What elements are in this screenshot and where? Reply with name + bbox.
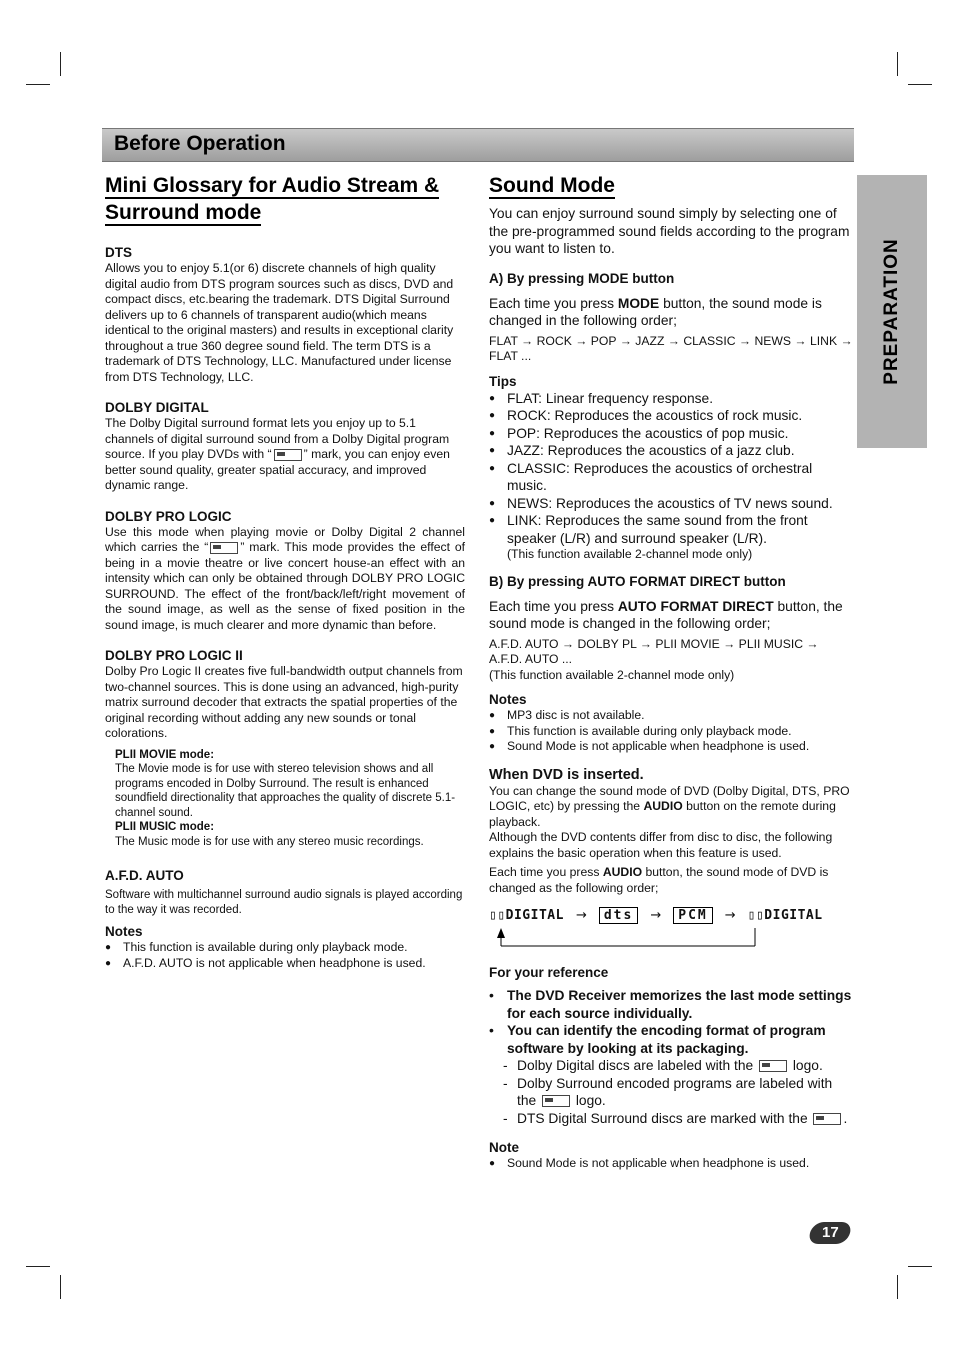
mode-button-heading: A) By pressing MODE button: [489, 270, 675, 286]
chapter-tab: [857, 175, 927, 448]
plii-movie-text: The Movie mode is for use with stereo television shows and all programs encoded in Dolby Surround. The result is enhanced soundfield directionality that approaches the quality of discrete 5.1-channel sound.: [115, 763, 456, 819]
bullet-icon: •: [489, 1022, 494, 1038]
list-item: - Dolby Surround encoded programs are labeled with the logo.: [503, 1075, 833, 1108]
dvd-inserted-text-2: Although the DVD contents differ from disc to disc, the following explains the basic operation when this feature is used.: [489, 830, 833, 860]
term-dolby-pro-logic-text: Use this mode when playing movie or Dolby Digital 2 channel which carries the “ ” mark. This mode provides the effect of being in a movie theatre or live concert house-an effect with an intensity which can only be obtained through DOLBY PRO LOGIC SURROUND. The effect of the front/back/left/right movement of the sound image, as well as the sense of fixed position in the sound image, is much clearer and more dynamic than before.: [105, 524, 466, 632]
plii-movie-label: PLII MOVIE mode:: [115, 748, 215, 761]
list-item: ● Sound Mode is not applicable when headphone is used.: [489, 1156, 810, 1170]
section-header-bar: [102, 128, 854, 162]
page-number: 17: [807, 1222, 853, 1244]
right-notes-title: Notes: [489, 692, 527, 707]
bullet-icon: ●: [489, 392, 496, 404]
dolby-digital-logo-icon: [274, 449, 302, 461]
loop-arrow-icon: [489, 928, 789, 950]
bullet-icon: ●: [489, 462, 496, 474]
reference-title: For your reference: [489, 965, 609, 980]
dvd-inserted-text: You can change the sound mode of DVD (Dolby Digital, DTS, PRO LOGIC, etc) by pressing the AUDIO button on the remote during playback.: [489, 783, 850, 829]
note-title: Note: [489, 1140, 519, 1155]
term-dolby-digital: DOLBY DIGITAL: [105, 400, 209, 415]
dolby-dd-icon: ▯▯: [747, 907, 765, 923]
arrow-right-icon: →: [724, 907, 736, 923]
term-afd-auto-text: Software with multichannel surround audio signals is played according to the way it was recorded.: [105, 889, 463, 916]
list-item: ● MP3 disc is not available.: [489, 708, 645, 722]
tips-title: Tips: [489, 373, 517, 389]
afd-sequence: A.F.D. AUTO → DOLBY PL → PLII MOVIE → PLII MUSIC → A.F.D. AUTO ...: [489, 636, 819, 666]
dolby-surround-logo-icon: [542, 1095, 570, 1107]
list-item: - DTS Digital Surround discs are marked with the .: [503, 1110, 848, 1126]
list-item: ● FLAT: Linear frequency response.: [489, 390, 714, 406]
glossary-title: Mini Glossary for Audio Stream & Surround mode: [105, 174, 440, 224]
plii-music-text: The Music mode is for use with any stereo music recordings.: [115, 835, 424, 848]
term-dolby-pro-logic: DOLBY PRO LOGIC: [105, 508, 232, 524]
afd-button-text: Each time you press AUTO FORMAT DIRECT button, the sound mode is changed in the following order;: [489, 598, 843, 631]
list-item: ● This function is available during only playback mode.: [489, 723, 792, 738]
sound-mode-title: Sound Mode: [489, 174, 615, 197]
crop-mark: [897, 1275, 898, 1299]
dts-logo-icon: [813, 1113, 841, 1125]
crop-mark: [908, 84, 932, 85]
bullet-icon: ●: [489, 725, 496, 737]
loop-back-arrow: [489, 928, 854, 950]
bullet-icon: ●: [489, 445, 496, 456]
bullet-icon: ●: [489, 1158, 496, 1169]
bullet-icon: ●: [105, 942, 112, 953]
term-dts: DTS: [105, 245, 132, 260]
right-column: [489, 172, 854, 1172]
sound-mode-intro: You can enjoy surround sound simply by selecting one of the pre-programmed sound fields according to the program you want to listen to.: [489, 206, 850, 256]
crop-mark: [60, 52, 61, 76]
audio-format-flow: [489, 902, 854, 928]
list-item: ● CLASSIC: Reproduces the acoustics of orchestral music.: [489, 460, 813, 493]
afd-button-heading: B) By pressing AUTO FORMAT DIRECT button: [489, 573, 786, 589]
list-item: ● NEWS: Reproduces the acoustics of TV news sound.: [489, 495, 833, 511]
bullet-icon: •: [489, 987, 494, 1003]
plii-music-label: PLII MUSIC mode:: [115, 821, 215, 833]
dolby-digital-format-label: ▯▯DIGITAL: [747, 907, 823, 923]
dolby-digital-logo-icon: [759, 1060, 787, 1072]
dts-format-label: dts: [599, 907, 638, 924]
term-dolby-pro-logic-2: DOLBY PRO LOGIC II: [105, 648, 243, 663]
arrow-right-icon: →: [650, 907, 662, 923]
list-item: - Dolby Digital discs are labeled with the logo.: [503, 1058, 823, 1073]
list-item: ● This function is available during only playback mode.: [105, 940, 408, 954]
crop-mark: [60, 1275, 61, 1299]
bullet-icon: ●: [105, 957, 112, 969]
left-notes-title: Notes: [105, 924, 143, 939]
tips-note: (This function available 2-channel mode only): [507, 547, 753, 561]
list-item: ● POP: Reproduces the acoustics of pop music.: [489, 425, 789, 441]
term-dolby-pro-logic-2-text: Dolby Pro Logic II creates five full-bandwidth output channels from two-channel sources. This is done using an advanced, high-purity matrix surround decoder that extracts the spatial properties of the original recording without adding any new sounds or tonal colorations.: [105, 664, 463, 740]
bullet-icon: ●: [489, 741, 496, 752]
list-item: • You can identify the encoding format of program software by looking at its packaging.: [489, 1022, 826, 1056]
dolby-digital-format-label: ▯▯DIGITAL: [489, 907, 564, 923]
crop-mark: [26, 1266, 50, 1267]
dvd-audio-text: Each time you press AUDIO button, the sound mode of DVD is changed as the following order;: [489, 865, 829, 895]
dolby-surround-logo-icon: [210, 542, 238, 554]
list-item: • The DVD Receiver memorizes the last mode settings for each source individually.: [489, 987, 852, 1021]
mode-button-text: Each time you press MODE button, the sound mode is changed in the following order;: [489, 295, 822, 328]
dolby-dd-icon: ▯▯: [489, 907, 506, 923]
mode-sequence: FLAT → ROCK → POP → JAZZ → CLASSIC → NEWS → LINK → FLAT ...: [489, 333, 853, 363]
list-item: ● A.F.D. AUTO is not applicable when headphone is used.: [105, 955, 426, 970]
pcm-format-label: PCM: [673, 907, 712, 924]
bullet-icon: ●: [489, 410, 496, 421]
arrow-right-icon: →: [575, 907, 587, 923]
bullet-icon: ●: [489, 497, 496, 509]
crop-mark: [897, 52, 898, 76]
term-dolby-digital-text: The Dolby Digital surround format lets you enjoy up to 5.1 channels of digital surround sound from a Dolby Digital program source. If you play DVDs with “ ” mark, you can enjoy even better sound quality, greater spatial accuracy, and improved dynamic range.: [105, 416, 450, 492]
list-item: ● JAZZ: Reproduces the acoustics of a jazz club.: [489, 443, 795, 458]
chapter-tab-label: PREPARATION: [881, 238, 902, 385]
crop-mark: [908, 1266, 932, 1267]
list-item: ● ROCK: Reproduces the acoustics of rock music.: [489, 408, 803, 423]
list-item: ● LINK: Reproduces the same sound from the front speaker (L/R) and surround speaker (L/R).: [489, 513, 808, 546]
left-column: [105, 172, 465, 971]
afd-note: (This function available 2-channel mode only): [489, 667, 735, 682]
section-header-title: Before Operation: [114, 132, 286, 155]
dvd-inserted-title: When DVD is inserted.: [489, 766, 644, 783]
bullet-icon: ●: [489, 710, 496, 721]
term-dts-text: Allows you to enjoy 5.1(or 6) discrete channels of high quality digital audio from DTS program sources such as discs, DVD and compact discs, etc.bearing the trademark. DTS Digital Surround delivers up to 6 channels of transparent audio(which means identical to the original masters) and results in exceptional clarity throughout a true 360 degree sound field. The term DTS is a trademark of DTS Technology, LLC. Manufactured under license from DTS Technology, LLC.: [105, 261, 454, 384]
bullet-icon: ●: [489, 427, 496, 439]
bullet-icon: ●: [489, 515, 496, 526]
crop-mark: [26, 84, 50, 85]
term-afd-auto: A.F.D. AUTO: [105, 868, 184, 883]
list-item: ● Sound Mode is not applicable when headphone is used.: [489, 739, 810, 753]
